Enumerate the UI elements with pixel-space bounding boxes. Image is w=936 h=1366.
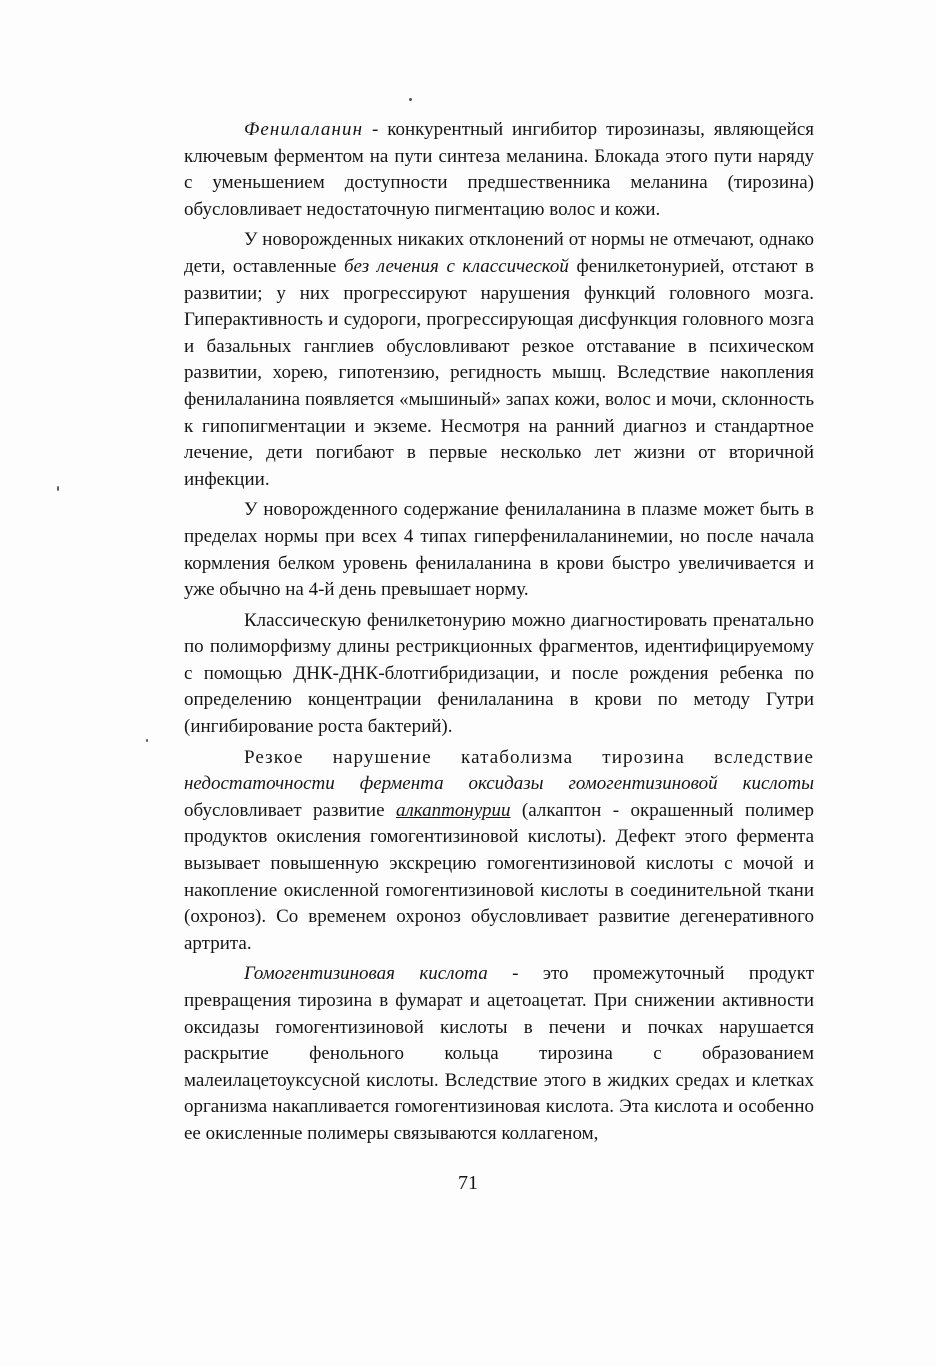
paragraph-text: фенилкетонурией, отстают в развитии; у них прогрессируют нарушения функций головного мозга. Гиперактивность и судороги, прогрессирующая дисфункция головного мозга и базальных ганглиев обусловливают резкое отставание в психическом развитии, хорею, гипотензию, регидность мышц. Вследствие накопления фенилаланина появляется «мышиный» запах кожи, волос и мочи, склонность к гипопигментации и экземе. Несмотря на ранний диагноз и стандартное лечение, дети погибают в первые несколько лет жизни от вторичной инфекции. [184, 255, 814, 490]
term-homogentisic-acid: Гомогентизиновая кислота [244, 963, 488, 985]
paragraph-newborns [184, 227, 814, 493]
paragraph-text: Классическую фенилкетонурию можно диагностировать пренатально по полиморфизму длины рестрикционных фрагментов, идентифицируемому с помощью ДНК-ДНК-блотгибридизации, и после рождения ребенка по определению концентрации фенилаланина в крови по методу Гутри (ингибирование роста бактерий). [184, 609, 814, 738]
italic-phrase: недостаточности фермента оксидазы гомогентизиновой кислоты [184, 773, 814, 795]
paragraph-text: У новорожденных никаких отклонений от нормы не отмечают, однако дети, оставленные [184, 229, 814, 277]
paragraph-text: Резкое нарушение катаболизма тирозина вследствие [244, 746, 814, 768]
paragraph-diagnosis [184, 608, 814, 741]
paragraph-text: - конкурентный ингибитор тирозиназы, являющейся ключевым ферментом на пути синтеза меланина. Блокада этого пути наряду с уменьшением доступности предшественника меланина (тирозина) обусловливает недостаточную пигментацию волос и кожи. [184, 119, 814, 220]
paragraph-alkaptonuria [184, 745, 814, 958]
paragraph-text: У новорожденного содержание фенилаланина в плазме может быть в пределах нормы при всех 4 типах гиперфенилаланинемии, но после начала кормления белком уровень фенилаланина в крови быстро увеличивается и уже обычно на 4-й день превышает норму. [184, 499, 814, 601]
scan-speck [57, 486, 59, 491]
underlined-term: алкаптонурии [395, 799, 511, 821]
paragraph-text: обусловливает развитие [184, 799, 396, 821]
italic-phrase: без лечения с классической [343, 255, 569, 277]
body-text [184, 117, 814, 1148]
paragraph-text: - это промежуточный продукт превращения тирозина в фумарат и ацетоацетат. При снижении активности оксидазы гомогентизиновой кислоты в печени и почках нарушается раскрытие фенольного кольца тирозина с образованием малеилацетоуксусной кислоты. Вследствие этого в жидких средах и клетках организма накапливается гомогентизиновая кислота. Эта кислота и особенно ее окисленные полимеры связываются коллагеном, [184, 963, 814, 1144]
scan-speck [146, 739, 148, 742]
term-phenylalanine: Фенилаланин [244, 119, 364, 140]
paragraph-plasma-level [184, 497, 814, 603]
paragraph-homogentisic-acid [184, 961, 814, 1147]
paragraph-text: (алкаптон - окрашенный полимер продуктов окисления гомогентизиновой кислоты). Дефект этого фермента вызывает повышенную экскрецию гомогентизиновой кислоты с мочой и накопление окисленной гомогентизиновой кислоты в соединительной ткани (охроноз). Со временем охроноз обусловливает развитие дегенеративного артрита. [184, 799, 814, 954]
scan-speck [409, 98, 412, 101]
paragraph-phenylalanine [184, 117, 814, 223]
page-number: 71 [458, 1172, 478, 1194]
